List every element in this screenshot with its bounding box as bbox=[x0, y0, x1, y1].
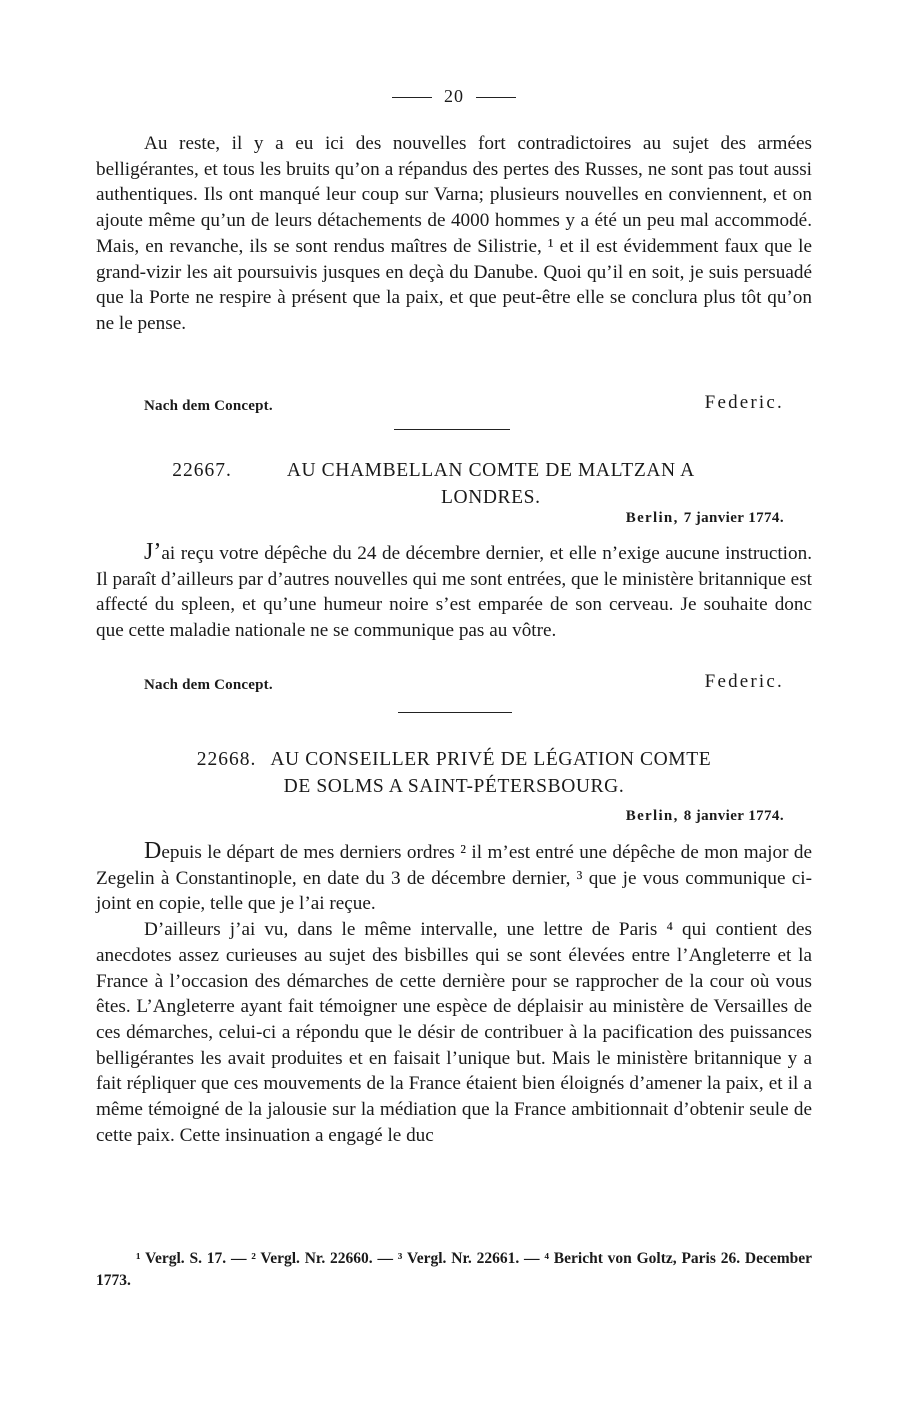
header-dash-left bbox=[392, 97, 432, 98]
letter-2-heading-text: AU CHAMBELLAN COMTE DE MALTZAN A LONDRES. bbox=[286, 460, 695, 508]
footnotes-text: ¹ Vergl. S. 17. — ² Vergl. Nr. 22660. — ³ Vergl. Nr. 22661. — ⁴ Bericht von Goltz, Paris 26. December 1773. bbox=[96, 1250, 812, 1289]
letter-3-heading-line-1 bbox=[96, 746, 812, 773]
footnotes bbox=[96, 1248, 812, 1292]
letter-3-heading-text-1: AU CONSEILLER PRIVÉ DE LÉGATION COMTE bbox=[270, 749, 712, 770]
letter-1-text: Au reste, il y a eu ici des nouvelles fort contradictoires au sujet des armées belligérantes, et tous les bruits qu’on a répandus des pertes des Russes, ne sont pas tout aussi authentiques. Ils ont manqué leur coup sur Varna; plusieurs nouvelles en conviennent, et on ajoute même qu’un de leurs détachements de 4000 hommes y a été un peu mal accommodé. Mais, en revanche, ils se sont rendus maîtres de Silistrie, ¹ et il est évidemment faux que le grand-vizir les ait poursuivis jusques en deçà du Danube. Quoi qu’il en soit, je suis persuadé que la Porte ne respire à présent que la paix, et que peut-être elle se conclura plus tôt qu’on ne le pense. bbox=[96, 133, 812, 334]
letter-2-signature: Federic. bbox=[704, 671, 784, 692]
page-header bbox=[96, 86, 812, 107]
letter-2-heading bbox=[96, 457, 812, 511]
letter-3-heading bbox=[96, 746, 812, 800]
letter-3-date: 8 janvier 1774. bbox=[683, 808, 784, 824]
letter-2-text: J’ai reçu votre dépêche du 24 de décembre dernier, et elle n’exige aucune instruction. Il paraît d’ailleurs par d’autres nouvelles qui me sont entrées, que le ministère britannique est affecté du spleen, et qu’une humeur noire s’est emparée de son cerveau. Je souhaite donc que cette maladie nationale ne se communique pas au vôtre. bbox=[96, 539, 812, 642]
letter-3 bbox=[96, 839, 812, 1148]
letter-3-place: Berlin, bbox=[625, 808, 679, 824]
letter-2-date: 7 janvier 1774. bbox=[683, 510, 784, 526]
letter-2-signature-row bbox=[96, 671, 812, 695]
separator-rule-1 bbox=[394, 429, 510, 430]
letter-1-source: Nach dem Concept. bbox=[144, 398, 273, 414]
header-dash-right bbox=[476, 97, 516, 98]
letter-2 bbox=[96, 540, 812, 644]
letter-3-place-date bbox=[626, 808, 784, 825]
letter-1-signature-row bbox=[96, 392, 812, 416]
letter-3-number: 22668. bbox=[196, 749, 257, 770]
letter-2-number: 22667. bbox=[172, 460, 232, 481]
page-number: 20 bbox=[444, 86, 464, 106]
letter-3-heading-line-2: DE SOLMS A SAINT-PÉTERSBOURG. bbox=[283, 776, 625, 797]
letter-2-place: Berlin, bbox=[625, 510, 679, 526]
letter-2-place-date bbox=[626, 510, 784, 527]
letter-1 bbox=[96, 131, 812, 337]
letter-1-signature: Federic. bbox=[704, 392, 784, 413]
separator-rule-2 bbox=[398, 712, 512, 713]
letter-3-paragraph-1: Depuis le départ de mes derniers ordres ² il m’est entré une dépêche de mon major de Zegelin à Constantinople, en date du 3 de décembre dernier, ³ que je vous communique ci-joint en copie, telle que je l’ai reçue. bbox=[96, 838, 812, 915]
letter-3-paragraph-2: D’ailleurs j’ai vu, dans le même intervalle, une lettre de Paris ⁴ qui contient des anecdotes assez curieuses au sujet des bisbilles qui se sont élevées entre l’Angleterre et la France à l’occasion des démarches de cette dernière pour se rapprocher de la cour où vous êtes. L’Angleterre ayant fait témoigner une espèce de déplaisir au ministère de Versailles de ces démarches, celui-ci a répondu que le désir de contribuer à la pacification des puissances belligérantes les avait produites et en faisait l’unique but. Mais le ministère britannique y a fait répliquer que ces mouvements de la France étaient bien éloignés d’amener la paix, et il a même témoigné de la jalousie sur la médiation que la France ambitionnait d’obtenir seule de cette paix. Cette insinuation a engagé le duc bbox=[96, 919, 812, 1146]
letter-2-source: Nach dem Concept. bbox=[144, 677, 273, 693]
